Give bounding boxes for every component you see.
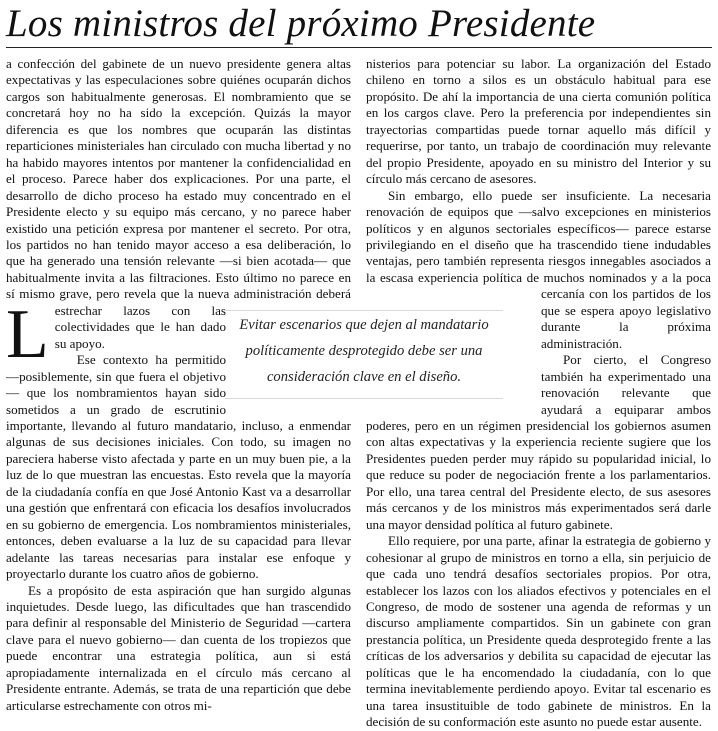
paragraph-5: Sin embargo, ello puede ser insuficiente. La necesaria renovación de equipos que —salvo excepciones en ministerios políticos y en algunos sectoriales específicos— parece estarse privilegiando en el diseño que ha trascendido tiene indudables ventajas, pero también representa riesgos innegables asociados a la escasa experiencia política de muchos nominados y a la poca cercanía con los partidos de los que se espera apoyo legislativo durante la próxima administración. [366,187,711,351]
paragraph-2: Ese contexto ha permitido —posiblemente, sin que fuera el objetivo— que los nombramientos hayan sido sometidos a un grado de escrutinio importante, llevando al futuro mandatario, incluso, a enmendar algunas de sus decisiones iniciales. Con todo, su imagen no pareciera haberse visto afectada y parte en un muy buen pie, a la luz de lo que muestran las encuestas. Esto revela que la mayoría de la ciudadanía confía en que José Antonio Kast va a desarrollar una gestión que enfrentará con eficacia los desafíos involucrados en su gobierno de emergencia. Los nombramientos ministeriales, entonces, deben evaluarse a la luz de su capacidad para llevar adelante las tareas necesarias para instalar ese enfoque y proyectarlo durante los cuatro años de gobierno. [6,352,351,582]
paragraph-1-text: a confección del gabinete de un nuevo presidente genera altas expectativas y las especulaciones sobre quiénes ocuparán dichos cargos son habitualmente generosas. El nombramiento que se concretará hoy no ha sido la excepción. Quizás la mayor diferencia es que los nombres que ocuparán las distintas reparticiones ministeriales han circulado con mucha libertad y no ha habido mayores intentos por mantener la confidencialidad en el proceso. Parece haber dos explicaciones. Por una parte, el desarrollo de dicho proceso ha estado muy concentrado en el Presidente electo y su equipo más cercano, y no parece haber existido una petición expresa por mantener el secreto. Por otra, los partidos no han tenido mayor acceso a esa deliberación, lo que ha generado una tensión relevante —si bien acotada— que habitualmente invita a las filtraciones. Esto último no parece en sí mismo grave, pero revela que la nueva administración deberá estrechar lazos con las colectividades que le han dado su apoyo. [6,56,351,351]
article-title: Los ministros del próximo Presidente [6,2,596,45]
paragraph-6: Por cierto, el Congreso también ha experimentado una renovación relevante que ayudará a equiparar ambos poderes, pero en un régimen presidencial los gobiernos asumen con altas expectativas y la experiencia reciente sugiere que los Presidentes pueden perder muy rápido su popularidad inicial, lo que reduce su poder de negociación frente a los parlamentarios. Por ello, una tarea central del Presidente electo, de sus asesores más cercanos y de los ministros más experimentados será darle una mayor densidad política al futuro gabinete. [366,352,711,532]
paragraph-3: Es a propósito de esta aspiración que han surgido algunas inquietudes. Desde luego, las dificultades que han trascendido para definir al responsable del Ministerio de Seguridad —cartera clave para el nuevo gobierno— dan cuenta de los tropiezos que puede encontrar una estrategia política, aun si está apropiadamente internalizada en el círculo más cercano al Presidente entrante. Además, se trata de una repartición que debe articularse estrechamente con otros mi- [6,582,351,713]
paragraph-4: nisterios para potenciar su labor. La organización del Estado chileno en torno a silos es un obstáculo habitual para ese propósito. De ahí la importancia de una cierta comunión política en los cargos clave. Pero la preferencia por independientes sin trayectorias compartidas puede tornar aquello más difícil y requerirse, por tanto, un trabajo de coordinación muy relevante del propio Presidente, apoyado en su ministro del Interior y su círculo más cercano de asesores. [366,56,711,187]
pull-quote: Evitar escenarios que dejen al mandatario políticamente desprotegido debe ser una consideración clave en el diseño. [225,310,503,399]
drop-cap: L [6,296,49,373]
paragraph-7: Ello requiere, por una parte, afinar la estrategia de gobierno y cohesionar al grupo de ministros en torno a ella, sin perjuicio de que cada uno tendrá desafíos sectoriales propios. Por otra, establecer los lazos con los aliados efectivos y potenciales en el Congreso, de modo de sostener una agenda de reformas y un discurso ampliamente compartidos. Sin un gabinete con gran prestancia política, un Presidente queda desprotegido frente a las críticas de los adversarios y debilita su capacidad de ejecutar las políticas que le ha encomendado la ciudadanía, con lo que termina inevitablemente perdiendo apoyo. Evitar tal escenario es una tarea insustituible de todo gabinete de ministros. En la decisión de su conformación este asunto no puede estar ausente. [366,533,711,730]
title-rule [6,47,712,48]
